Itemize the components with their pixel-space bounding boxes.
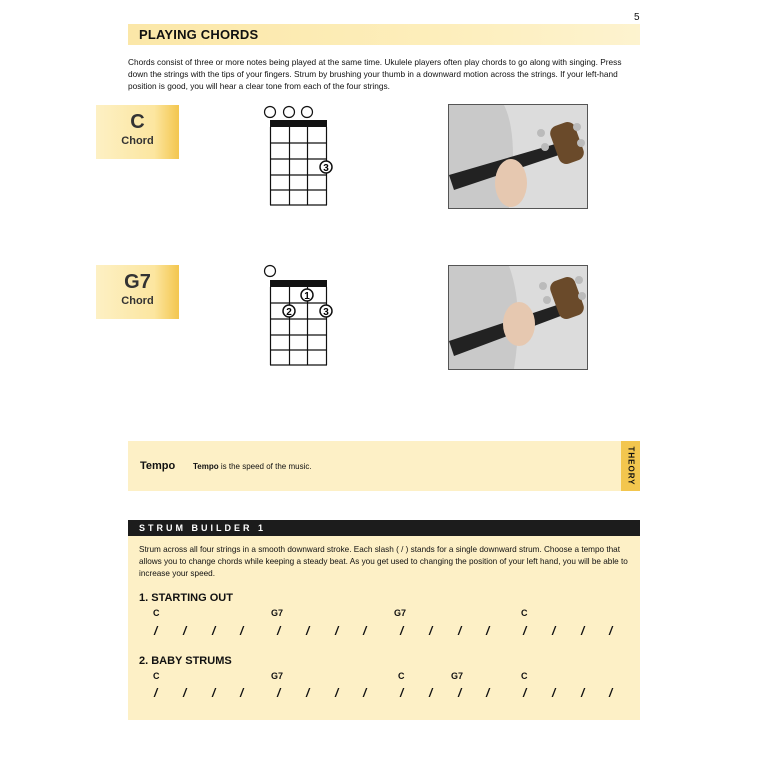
strum-slash: / xyxy=(306,686,310,700)
chord-label-c xyxy=(96,105,179,159)
strum-row-1 xyxy=(0,624,768,640)
strum-slash: / xyxy=(429,686,433,700)
strum-slash: / xyxy=(240,624,244,638)
strum-slash: / xyxy=(240,686,244,700)
strum-slash: / xyxy=(486,624,490,638)
strum-row-2 xyxy=(0,686,768,702)
open-string-marker xyxy=(265,266,276,277)
strum-slash: / xyxy=(335,624,339,638)
strum-slash: / xyxy=(458,624,462,638)
strum-slash: / xyxy=(154,624,158,638)
finger-number: 3 xyxy=(323,163,329,174)
strum-slash: / xyxy=(363,686,367,700)
exercise-chord: G7 xyxy=(271,608,284,618)
chord-name: C xyxy=(130,111,145,133)
chord-diagram-c xyxy=(260,100,340,210)
strum-slash: / xyxy=(400,624,404,638)
strum-slash: / xyxy=(335,686,339,700)
tempo-heading: Tempo xyxy=(140,460,176,472)
exercise-chord: G7 xyxy=(451,671,464,681)
chord-diagram-g7 xyxy=(260,260,340,370)
exercise-chord: C xyxy=(521,671,528,681)
exercise-chord: C xyxy=(398,671,405,681)
strum-slash: / xyxy=(429,624,433,638)
exercise-chord: C xyxy=(153,608,160,618)
strum-slash: / xyxy=(400,686,404,700)
finger-number: 1 xyxy=(304,291,310,302)
fretboard-grid xyxy=(270,287,327,365)
theory-tab-label: THEORY xyxy=(626,446,635,486)
strum-slash: / xyxy=(581,686,585,700)
strum-slash: / xyxy=(183,624,187,638)
strum-slash: / xyxy=(212,624,216,638)
page-number: 5 xyxy=(634,12,640,23)
ukulele-photo-g7 xyxy=(449,266,587,369)
exercise-chord: C xyxy=(153,671,160,681)
strum-slash: / xyxy=(154,686,158,700)
strum-slash: / xyxy=(609,686,613,700)
g7-chord-photo xyxy=(448,265,588,370)
intro-paragraph: Chords consist of three or more notes being played at the same time. Ukulele players often play chords to go along with singing. Press down the strings with the tips of your fingers. Strum by brushing your thumb in a downward motion across the strings. If your left-hand position is good, you will hear a clear tone from each of the four strings. xyxy=(128,57,622,91)
strum-slash: / xyxy=(523,624,527,638)
strum-slash: / xyxy=(363,624,367,638)
section-title: PLAYING CHORDS xyxy=(139,27,259,42)
finger-number: 2 xyxy=(286,307,292,318)
theory-tab xyxy=(621,441,640,491)
strum-slash: / xyxy=(523,686,527,700)
chord-sub: Chord xyxy=(121,135,154,147)
strum-slash: / xyxy=(486,686,490,700)
exercise-chord: G7 xyxy=(271,671,284,681)
exercise-title: 1. STARTING OUT xyxy=(139,592,233,604)
nut xyxy=(270,120,327,127)
open-string-marker xyxy=(284,107,295,118)
c-chord-photo xyxy=(448,104,588,209)
strum-slash: / xyxy=(552,686,556,700)
nut xyxy=(270,280,327,287)
chord-name: G7 xyxy=(124,271,151,293)
strum-slash: / xyxy=(458,686,462,700)
open-string-marker xyxy=(302,107,313,118)
strum-slash: / xyxy=(609,624,613,638)
chord-label-g7 xyxy=(96,265,179,319)
strum-slash: / xyxy=(183,686,187,700)
strum-builder-title: STRUM BUILDER 1 xyxy=(139,523,267,533)
exercise-title: 2. BABY STRUMS xyxy=(139,655,232,667)
strum-builder-bar xyxy=(128,520,640,536)
strum-slash: / xyxy=(581,624,585,638)
strum-slash: / xyxy=(552,624,556,638)
exercise-chord: G7 xyxy=(394,608,407,618)
tempo-term: Tempo xyxy=(193,462,219,471)
ukulele-photo-c xyxy=(449,105,587,208)
tempo-definition-text: is the speed of the music. xyxy=(218,462,312,471)
strum-slash: / xyxy=(212,686,216,700)
strum-builder-intro: Strum across all four strings in a smooth downward stroke. Each slash ( / ) stands for a single downward strum. Choose a tempo that allows you to change chords while keeping a steady beat. As you get used to changing the position of your left hand, you will be able to increase your speed. xyxy=(139,545,628,578)
strum-slash: / xyxy=(306,624,310,638)
finger-number: 3 xyxy=(323,307,329,318)
strum-slash: / xyxy=(277,686,281,700)
fretboard-grid xyxy=(270,127,327,205)
open-string-marker xyxy=(265,107,276,118)
tempo-definition xyxy=(193,462,312,471)
chord-sub: Chord xyxy=(121,295,154,307)
exercise-chord: C xyxy=(521,608,528,618)
section-title-bar xyxy=(128,24,640,45)
strum-slash: / xyxy=(277,624,281,638)
